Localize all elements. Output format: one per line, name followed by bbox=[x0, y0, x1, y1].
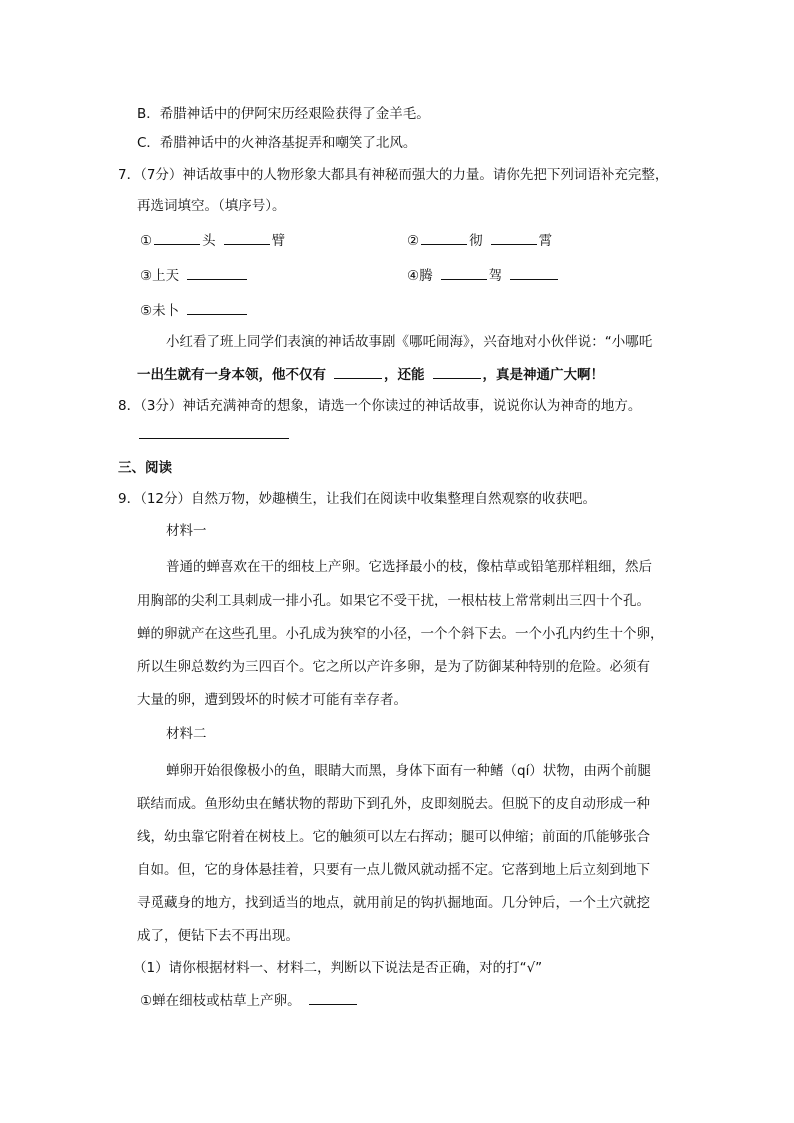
passage-text: 一出生就有一身本领，他不仅有 bbox=[137, 367, 326, 383]
word-part: 霄 bbox=[538, 233, 553, 249]
q8-stem: 8．（3分）神话充满神奇的想象，请选一个你读过的神话故事，说说你认为神奇的地方。 bbox=[118, 398, 642, 414]
material-2-line: 寻觅藏身的地方，找到适当的地点，就用前足的钩扒掘地面。几分钟后，一个土穴就挖 bbox=[137, 895, 650, 911]
q7-stem-line1: 7．（7分）神话故事中的人物形象大都具有神秘而强大的力量。请你先把下列词语补充完整， bbox=[118, 167, 669, 183]
item-number: ③ bbox=[140, 268, 153, 284]
q6-option-b: B．希腊神话中的伊阿宋历经艰险获得了金羊毛。 bbox=[137, 106, 430, 122]
answer-blank[interactable] bbox=[139, 424, 289, 439]
material-2-line: 自如。但，它的身体悬挂着，只要有一点儿微风就动摇不定。它落到地上后立刻到地下 bbox=[137, 862, 650, 878]
q8-answer-line bbox=[137, 424, 291, 445]
item-number: ① bbox=[140, 233, 153, 249]
q7-item-3 bbox=[140, 265, 249, 286]
word-part: 上天 bbox=[152, 268, 180, 284]
q9-sub-item-1 bbox=[140, 990, 359, 1011]
passage-text: ，还能 bbox=[384, 367, 425, 383]
answer-blank[interactable] bbox=[154, 230, 200, 245]
material-1-line: 所以生卵总数约为三四百个。它之所以产许多卵，是为了防御某种特别的危险。必须有 bbox=[137, 659, 650, 675]
q7-passage-line1: 小红看了班上同学们表演的神话故事剧《哪吒闹海》，兴奋地对小伙伴说：“小哪吒 bbox=[166, 334, 653, 350]
q9-stem: 9．（12分）自然万物，妙趣横生，让我们在阅读中收集整理自然观察的收获吧。 bbox=[118, 491, 597, 507]
q6-option-c: C．希腊神话中的火神洛基捉弄和嘲笑了北风。 bbox=[137, 135, 417, 151]
answer-blank[interactable] bbox=[187, 265, 247, 280]
q7-item-1 bbox=[140, 230, 285, 251]
material-1-line: 普通的蝉喜欢在干的细枝上产卵。它选择最小的枝，像枯草或铅笔那样粗细，然后 bbox=[166, 559, 652, 575]
q7-item-4 bbox=[407, 265, 560, 286]
material-1-line: 用胸部的尖利工具刺成一排小孔。如果它不受干扰，一根枯枝上常常刺出三四十个孔。 bbox=[137, 593, 650, 609]
material-2-title: 材料二 bbox=[166, 726, 207, 742]
answer-blank[interactable] bbox=[309, 990, 357, 1005]
material-2-line: 蝉卵开始很像极小的鱼，眼睛大而黑，身体下面有一种鳍（qí）状物，由两个前腿 bbox=[166, 763, 651, 779]
q9-sub-question-1: （1）请你根据材料一、材料二，判断以下说法是否正确，对的打“√” bbox=[133, 960, 543, 976]
item-number: ⑤ bbox=[140, 303, 153, 319]
word-part: 腾 bbox=[419, 268, 433, 284]
material-2-line: 线，幼虫靠它附着在树枝上。它的触须可以左右挥动；腿可以伸缩；前面的爪能够张合 bbox=[137, 829, 650, 845]
answer-blank[interactable] bbox=[334, 364, 382, 379]
answer-blank[interactable] bbox=[510, 265, 558, 280]
material-2-line: 成了，便钻下去不再出现。 bbox=[137, 928, 299, 944]
answer-blank[interactable] bbox=[224, 230, 270, 245]
answer-blank[interactable] bbox=[441, 265, 487, 280]
q7-stem-line2: 再选词填空。（填序号）。 bbox=[137, 198, 286, 214]
material-1-line: 蝉的卵就产在这些孔里。小孔成为狭窄的小径，一个个斜下去。一个小孔内约生十个卵， bbox=[137, 626, 664, 642]
material-1-title: 材料一 bbox=[166, 523, 207, 539]
q7-item-5 bbox=[140, 300, 249, 321]
word-part: 彻 bbox=[469, 233, 483, 249]
item-text: ①蝉在细枝或枯草上产卵。 bbox=[140, 993, 301, 1009]
material-1-line: 大量的卵，遭到毁坏的时候才可能有幸存者。 bbox=[137, 692, 407, 708]
section-title: 三、阅读 bbox=[118, 460, 172, 476]
word-part: 头 bbox=[202, 233, 216, 249]
passage-text: ，真是神通广大啊！ bbox=[482, 367, 604, 383]
q7-passage-line2 bbox=[137, 364, 604, 385]
answer-blank[interactable] bbox=[491, 230, 537, 245]
word-part: 臂 bbox=[271, 233, 286, 249]
item-number: ④ bbox=[407, 268, 420, 284]
word-part: 驾 bbox=[488, 268, 503, 284]
q7-item-2 bbox=[407, 230, 552, 251]
word-part: 未卜 bbox=[152, 303, 180, 319]
item-number: ② bbox=[407, 233, 420, 249]
answer-blank[interactable] bbox=[187, 300, 247, 315]
answer-blank[interactable] bbox=[433, 364, 481, 379]
material-2-line: 联结而成。鱼形幼虫在鳍状物的帮助下到孔外，皮即刻脱去。但脱下的皮自动形成一种 bbox=[137, 796, 650, 812]
answer-blank[interactable] bbox=[421, 230, 467, 245]
